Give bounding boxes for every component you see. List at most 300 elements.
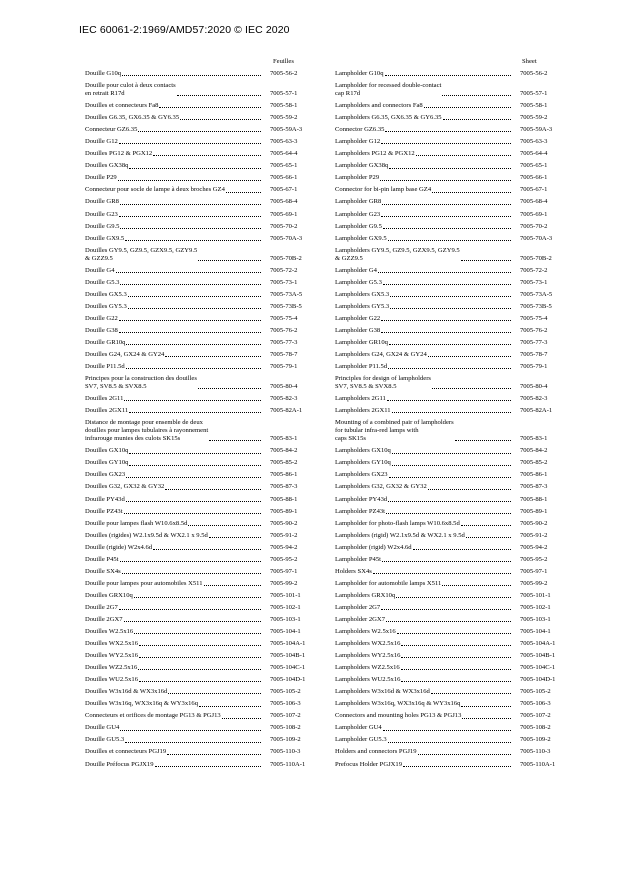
dot-leader — [120, 228, 261, 229]
entry-description — [85, 339, 262, 347]
entry-description — [335, 628, 512, 636]
entry-description — [335, 616, 512, 624]
dot-leader — [388, 501, 511, 502]
entry-description-text: Lampholders G24, GX24 & GY24 — [335, 351, 427, 359]
entry-description — [85, 520, 262, 528]
dot-leader — [119, 609, 261, 610]
entry-description-text: Lampholders W3x16d & WX3x16d — [335, 688, 430, 696]
entry-description — [85, 580, 262, 588]
entry-description-text: Lampholder G12 — [335, 138, 381, 146]
index-entry — [85, 592, 325, 600]
entry-description — [335, 82, 512, 98]
entry-description — [85, 496, 262, 504]
entry-sheet-number: 7005-59A-3 — [269, 126, 303, 134]
index-entry — [85, 471, 325, 479]
index-entry — [335, 223, 575, 231]
entry-sheet-number: 7005-104C-1 — [519, 664, 556, 672]
index-entry — [85, 82, 325, 98]
index-entry — [85, 604, 325, 612]
entry-description — [85, 664, 262, 672]
entry-description-text: Douilles WU2.5x16 — [85, 676, 138, 684]
entry-sheet-number: 7005-65-1 — [269, 162, 298, 170]
entry-description — [335, 568, 512, 576]
entry-sheet-number: 7005-76-2 — [519, 326, 548, 334]
entry-sheet-number: 7005-69-1 — [519, 210, 548, 218]
index-entry — [335, 315, 575, 323]
entry-sheet-number: 7005-70-2 — [269, 222, 298, 230]
index-entry — [85, 303, 325, 311]
entry-description-text: Lampholders WY2.5x16 — [335, 652, 401, 660]
index-entry — [85, 351, 325, 359]
entry-description-text: Lampholders W2.5x16 — [335, 628, 396, 636]
index-entry — [85, 407, 325, 415]
dot-leader — [138, 131, 261, 132]
entry-description — [85, 652, 262, 660]
index-entry — [85, 174, 325, 182]
entry-description — [85, 544, 262, 552]
entry-description-text: Douilles GRX10q — [85, 591, 133, 599]
entry-description — [85, 736, 262, 744]
entry-description-text: Douille GR8 — [85, 198, 119, 206]
entry-description-text: Lampholder 2G7 — [335, 603, 381, 611]
entry-description — [335, 664, 512, 672]
entry-description — [335, 303, 512, 311]
entry-description — [85, 483, 262, 491]
index-entry — [335, 508, 575, 516]
entry-description — [335, 327, 512, 335]
index-entry — [85, 247, 325, 263]
entry-description — [85, 407, 262, 415]
entry-sheet-number: 7005-57-1 — [519, 90, 548, 98]
entry-description-text: Douille GU4 — [85, 724, 120, 732]
entry-description — [85, 568, 262, 576]
entry-description-text: Douilles G6.35, GX6.35 & GY6.35 — [85, 114, 180, 122]
index-entry — [85, 688, 325, 696]
index-entry — [335, 150, 575, 158]
dot-leader — [401, 645, 511, 646]
french-rows — [85, 70, 325, 769]
entry-description-text: Connecteur pour socle de lampe à deux broches GZ4 — [85, 186, 225, 194]
entry-description — [335, 351, 512, 359]
dot-leader — [387, 400, 511, 401]
entry-description — [85, 628, 262, 636]
entry-sheet-number: 7005-101-1 — [269, 591, 301, 599]
entry-description-text: Lampholder G38 — [335, 326, 381, 334]
entry-description-text: Lampholder G4 — [335, 266, 377, 274]
dot-leader — [128, 296, 261, 297]
entry-description-text: Lampholders 2GX11 — [335, 407, 391, 415]
entry-description — [335, 712, 512, 720]
entry-description-text: Lampholder GX9.5 — [335, 234, 387, 242]
french-index-column — [85, 58, 325, 773]
dot-leader — [119, 143, 261, 144]
dot-leader — [428, 489, 511, 490]
entry-description — [85, 223, 262, 231]
entry-description — [335, 291, 512, 299]
index-entry — [85, 267, 325, 275]
entry-description-text: Douille G4 — [85, 266, 115, 274]
entry-sheet-number: 7005-106-3 — [269, 700, 301, 708]
entry-description-text: Douilles GX23 — [85, 471, 126, 479]
entry-sheet-number: 7005-79-1 — [519, 363, 548, 371]
entry-description-text: Douille (rigide) W2x4.6d — [85, 543, 153, 551]
dot-leader — [373, 573, 511, 574]
dot-leader — [126, 344, 260, 345]
entry-description — [335, 138, 512, 146]
entry-sheet-number: 7005-86-1 — [269, 471, 298, 479]
entry-description — [85, 700, 262, 708]
index-entry — [85, 339, 325, 347]
entry-description — [335, 447, 512, 455]
entry-description — [85, 211, 262, 219]
entry-description — [85, 592, 262, 600]
dot-leader — [159, 107, 261, 108]
entry-description-text: Connector for bi-pin lamp base GZ4 — [335, 186, 432, 194]
entry-sheet-number: 7005-90-2 — [269, 519, 298, 527]
entry-sheet-number: 7005-104D-1 — [269, 676, 306, 684]
entry-sheet-number: 7005-73B-5 — [519, 302, 552, 310]
entry-sheet-number: 7005-107-2 — [519, 712, 551, 720]
entry-description-text: Lampholder for photo-flash lamps W10.6x8.5d — [335, 519, 460, 527]
index-entry — [335, 761, 575, 769]
entry-description-text: Lampholder P29 — [335, 174, 380, 182]
entry-description — [335, 556, 512, 564]
dot-leader — [129, 453, 261, 454]
index-entry — [335, 363, 575, 371]
index-entry — [335, 211, 575, 219]
index-entry — [85, 211, 325, 219]
entry-description-text: Connecteurs et orifices de montage PG13 & PGJ13 — [85, 712, 221, 720]
entry-sheet-number: 7005-110-3 — [519, 748, 551, 756]
entry-description — [85, 351, 262, 359]
entry-description-text: Douilles W3x16q, WX3x16q & WY3x16q — [85, 700, 199, 708]
entry-description — [85, 532, 262, 540]
entry-sheet-number: 7005-70A-3 — [519, 234, 553, 242]
index-entry — [335, 70, 575, 78]
dot-leader — [125, 742, 261, 743]
index-entry — [85, 315, 325, 323]
entry-sheet-number: 7005-106-3 — [519, 700, 551, 708]
entry-sheet-number: 7005-58-1 — [269, 102, 298, 110]
dot-leader — [401, 669, 511, 670]
entry-sheet-number: 7005-58-1 — [519, 102, 548, 110]
index-entry — [335, 102, 575, 110]
index-entry — [335, 700, 575, 708]
dot-leader — [403, 766, 511, 767]
entry-sheet-number: 7005-104A-1 — [519, 640, 556, 648]
entry-description-text: Lampholder P11.5d — [335, 363, 388, 371]
entry-description-text: Lampholders W3x16q, WX3x16q & WY3x16q — [335, 700, 461, 708]
entry-description — [335, 223, 512, 231]
entry-description — [335, 508, 512, 516]
entry-sheet-number: 7005-83-1 — [519, 435, 548, 443]
dot-leader — [155, 766, 261, 767]
entry-description-text: Douille pour culot à deux contacts en retrait R17d — [85, 82, 176, 98]
entry-sheet-number: 7005-80-4 — [519, 383, 548, 391]
entry-sheet-number: 7005-84-2 — [269, 447, 298, 455]
dot-leader — [119, 332, 261, 333]
index-entry — [335, 235, 575, 243]
entry-sheet-number: 7005-99-2 — [519, 579, 548, 587]
entry-sheet-number: 7005-64-4 — [519, 150, 548, 158]
entry-description-text: Connecteur GZ6.35 — [85, 126, 138, 134]
entry-description-text: Principes pour la construction des douilles SV7, SV8.5 & SVX8.5 — [85, 375, 197, 391]
dot-leader — [168, 693, 261, 694]
entry-description — [335, 652, 512, 660]
entry-description-text: Douille pour lampes flash W10.6x8.5d — [85, 519, 188, 527]
entry-description — [85, 267, 262, 275]
entry-description-text: Lampholder G23 — [335, 210, 381, 218]
index-entry — [85, 198, 325, 206]
entry-description-text: Connector GZ6.35 — [335, 126, 385, 134]
entry-sheet-number: 7005-99-2 — [269, 579, 298, 587]
index-entry — [335, 327, 575, 335]
entry-description — [335, 363, 512, 371]
dot-leader — [153, 549, 261, 550]
dot-leader — [180, 119, 261, 120]
entry-description — [335, 592, 512, 600]
dot-leader — [378, 272, 511, 273]
entry-description — [85, 70, 262, 78]
entry-description-text: Douilles GX10q — [85, 447, 129, 455]
entry-description — [335, 102, 512, 110]
index-entry — [85, 532, 325, 540]
dot-leader — [118, 180, 261, 181]
entry-description — [335, 459, 512, 467]
index-entry — [85, 102, 325, 110]
entry-sheet-number: 7005-75-4 — [519, 314, 548, 322]
entry-sheet-number: 7005-82-3 — [269, 395, 298, 403]
entry-description-text: Lampholder P45t — [335, 555, 381, 563]
entry-description — [335, 544, 512, 552]
entry-sheet-number: 7005-82A-1 — [519, 407, 553, 415]
dot-leader — [389, 477, 511, 478]
entry-description-text: Douilles (rigides) W2.1x9.5d & WX2.1 x 9.5d — [85, 531, 208, 539]
entry-sheet-number: 7005-104D-1 — [519, 676, 556, 684]
entry-sheet-number: 7005-82A-1 — [269, 407, 303, 415]
entry-sheet-number: 7005-104C-1 — [269, 664, 306, 672]
dot-leader — [204, 585, 261, 586]
entry-sheet-number: 7005-75-4 — [269, 314, 298, 322]
entry-description — [335, 235, 512, 243]
entry-sheet-number: 7005-57-1 — [269, 90, 298, 98]
dot-leader — [126, 501, 261, 502]
entry-description-text: Douilles 2G11 — [85, 395, 124, 403]
entry-description — [85, 279, 262, 287]
dot-leader — [129, 168, 261, 169]
entry-description-text: Lampholder GU5.3 — [335, 736, 387, 744]
index-entry — [335, 267, 575, 275]
entry-sheet-number: 7005-63-3 — [519, 138, 548, 146]
index-entry — [335, 652, 575, 660]
entry-description — [85, 616, 262, 624]
index-entry — [335, 592, 575, 600]
dot-leader — [401, 681, 511, 682]
entry-description-text: Douille GR10q — [85, 338, 126, 346]
entry-description — [85, 102, 262, 110]
dot-leader — [122, 75, 261, 76]
entry-description — [85, 327, 262, 335]
entry-sheet-number: 7005-97-1 — [269, 567, 298, 575]
entry-description-text: Lampholder GR10q — [335, 338, 388, 346]
entry-description — [335, 520, 512, 528]
entry-description-text: Douilles W3x16d & WX3x16d — [85, 688, 168, 696]
entry-description — [335, 162, 512, 170]
entry-description — [85, 303, 262, 311]
entry-sheet-number: 7005-78-7 — [269, 351, 298, 359]
entry-description-text: Mounting of a combined pair of lampholders for tubular infra-red lamps with caps SK15s — [335, 419, 454, 443]
entry-description-text: Douilles WX2.5x16 — [85, 640, 138, 648]
english-rows — [335, 70, 575, 769]
entry-description — [85, 556, 262, 564]
entry-sheet-number: 7005-97-1 — [519, 567, 548, 575]
index-entry — [335, 174, 575, 182]
entry-sheet-number: 7005-70A-3 — [269, 234, 303, 242]
entry-description-text: Lampholders G32, GX32 & GY32 — [335, 483, 427, 491]
dot-leader — [396, 597, 511, 598]
index-entry — [85, 640, 325, 648]
dot-leader — [198, 388, 261, 389]
dot-leader — [442, 585, 511, 586]
page-header: IEC 60061-2:1969/AMD57:2020 © IEC 2020 — [79, 24, 290, 36]
index-entry — [85, 419, 325, 443]
dot-leader — [188, 525, 261, 526]
index-entry — [85, 327, 325, 335]
entry-description-text: Lampholder G10q — [335, 70, 384, 77]
dot-leader — [390, 308, 511, 309]
dot-leader — [209, 537, 261, 538]
dot-leader — [116, 272, 261, 273]
index-entry — [335, 748, 575, 756]
entry-sheet-number: 7005-63-3 — [269, 138, 298, 146]
dot-leader — [389, 168, 511, 169]
entry-description — [85, 291, 262, 299]
entry-description — [85, 724, 262, 732]
entry-description-text: Lampholder G22 — [335, 314, 381, 322]
entry-description-text: Lampholders GX23 — [335, 471, 388, 479]
entry-sheet-number: 7005-104A-1 — [269, 640, 306, 648]
entry-description-text: Lampholder PZ43t — [335, 507, 385, 515]
entry-description-text: Douille G10q — [85, 70, 122, 77]
entry-sheet-number: 7005-76-2 — [269, 326, 298, 334]
index-entry — [85, 748, 325, 756]
dot-leader — [381, 216, 511, 217]
entry-sheet-number: 7005-65-1 — [519, 162, 548, 170]
entry-description — [335, 315, 512, 323]
entry-sheet-number: 7005-109-2 — [519, 736, 551, 744]
dot-leader — [124, 621, 261, 622]
dot-leader — [383, 284, 511, 285]
index-entry — [85, 664, 325, 672]
entry-description — [335, 375, 512, 391]
entry-description — [85, 162, 262, 170]
entry-description-text: Lampholders GY5.3 — [335, 302, 390, 310]
entry-sheet-number: 7005-80-4 — [269, 383, 298, 391]
entry-description — [85, 419, 262, 443]
entry-description-text: Douille P45t — [85, 555, 119, 563]
index-entry — [85, 459, 325, 467]
index-entry — [335, 419, 575, 443]
entry-description-text: Douille G22 — [85, 314, 118, 322]
dot-leader — [442, 95, 511, 96]
entry-description — [335, 761, 512, 769]
entry-description-text: Lampholder for automobile lamps X511 — [335, 579, 442, 587]
entry-sheet-number: 7005-109-2 — [269, 736, 301, 744]
dot-leader — [122, 573, 261, 574]
dot-leader — [167, 754, 261, 755]
entry-sheet-number: 7005-102-1 — [269, 603, 301, 611]
entry-description-text: Principles for design of lampholders SV7, SV8.5 & SVX8.5 — [335, 375, 431, 391]
entry-sheet-number: 7005-73B-5 — [269, 302, 302, 310]
index-entry — [85, 496, 325, 504]
index-entry — [85, 114, 325, 122]
entry-sheet-number: 7005-90-2 — [519, 519, 548, 527]
entry-sheet-number: 7005-56-2 — [269, 70, 298, 77]
entry-sheet-number: 7005-64-4 — [269, 150, 298, 158]
entry-description-text: Connectors and mounting holes PG13 & PGJ13 — [335, 712, 462, 720]
entry-sheet-number: 7005-84-2 — [519, 447, 548, 455]
index-entry — [85, 162, 325, 170]
entry-description — [335, 483, 512, 491]
entry-description — [335, 126, 512, 134]
entry-description — [335, 395, 512, 403]
entry-description-text: Douilles WY2.5x16 — [85, 652, 138, 660]
entry-description — [335, 407, 512, 415]
index-entry — [85, 70, 325, 78]
index-entry — [335, 247, 575, 263]
index-entry — [85, 676, 325, 684]
index-entry — [85, 291, 325, 299]
entry-sheet-number: 7005-88-1 — [269, 495, 298, 503]
entry-description-text: Douille G9.5 — [85, 222, 120, 230]
entry-description — [85, 676, 262, 684]
index-entry — [335, 580, 575, 588]
entry-description-text: Lampholders and connectors Fa8 — [335, 102, 423, 110]
dot-leader — [461, 706, 511, 707]
entry-sheet-number: 7005-73A-5 — [269, 290, 303, 298]
entry-sheet-number: 7005-67-1 — [519, 186, 548, 194]
entry-description — [335, 496, 512, 504]
index-entry — [85, 508, 325, 516]
dot-leader — [139, 681, 261, 682]
index-entry — [85, 150, 325, 158]
dot-leader — [389, 344, 511, 345]
dot-leader — [124, 513, 261, 514]
index-entry — [335, 483, 575, 491]
entry-sheet-number: 7005-108-2 — [269, 724, 301, 732]
entry-description-text: Douille P11.5d — [85, 363, 125, 371]
entry-sheet-number: 7005-59-2 — [519, 114, 548, 122]
dot-leader — [431, 693, 511, 694]
entry-description-text: Douille 2G7 — [85, 603, 118, 611]
index-entry — [85, 279, 325, 287]
dot-leader — [119, 216, 261, 217]
dot-leader — [177, 95, 261, 96]
index-entry — [335, 351, 575, 359]
entry-description — [335, 532, 512, 540]
index-entry — [85, 700, 325, 708]
index-entry — [335, 82, 575, 98]
dot-leader — [126, 368, 261, 369]
index-entry — [85, 395, 325, 403]
entry-sheet-number: 7005-105-2 — [269, 688, 301, 696]
entry-sheet-number: 7005-73-1 — [269, 278, 298, 286]
entry-description-text: Douilles WZ2.5x16 — [85, 664, 138, 672]
index-entry — [335, 471, 575, 479]
entry-sheet-number: 7005-70B-2 — [269, 254, 302, 262]
index-entry — [85, 628, 325, 636]
index-entry — [335, 496, 575, 504]
